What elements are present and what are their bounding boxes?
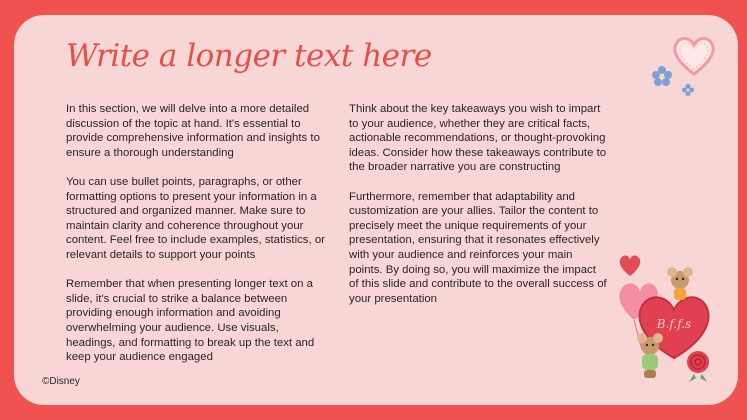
mouse-top-icon	[667, 267, 693, 300]
left-paragraph-1: In this section, we will delve into a more detailed discussion of the topic at hand. It's essential to provide comprehensive information and insights to ensure a thorough understanding	[66, 103, 320, 159]
outline-heart-icon	[675, 38, 713, 74]
small-blue-flower-icon	[682, 84, 694, 96]
heart-label: B.f.f.s	[656, 317, 692, 331]
mouse-bottom-icon	[637, 333, 663, 378]
right-paragraph-2: Furthermore, remember that adaptability and customization are your allies. Tailor the content to precisely meet the unique requirements of your presentation, ensuring that it resonates effectively with your audience and reinforces your main points. By doing so, you will maximize the impact of this slide and contribute to the overall success of your presentation	[349, 190, 607, 305]
left-column	[66, 102, 328, 379]
right-paragraph-1: Think about the key takeaways you wish to impart to your audience, whether they are critical facts, actionable recommendations, or thought-provoking ideas. Consider how these takeaways contribute to the broader narrative you are constructing	[349, 103, 607, 174]
left-paragraph-2: You can use bullet points, paragraphs, or other formatting options to present your information in a structured and organized manner. Make sure to maintain clarity and coherence throughout your content. Feel free to include examples, statistics, or relevant details to support your points	[66, 175, 325, 261]
mice-hearts-illustration	[612, 250, 722, 390]
small-red-heart-icon	[620, 256, 641, 276]
slide-title: Write a longer text here	[66, 38, 432, 74]
heart-flowers-decoration	[640, 28, 720, 104]
copyright-text: ©Disney	[42, 376, 80, 387]
blue-flower-icon	[652, 66, 672, 86]
right-column	[349, 102, 607, 321]
rose-icon	[687, 351, 709, 382]
left-paragraph-3: Remember that when presenting longer text on a slide, it's crucial to strike a balance between providing enough information and avoiding overwhelming your audience. Use visuals, headings, and formatting to break up the text and keep your audience engaged	[66, 278, 315, 364]
